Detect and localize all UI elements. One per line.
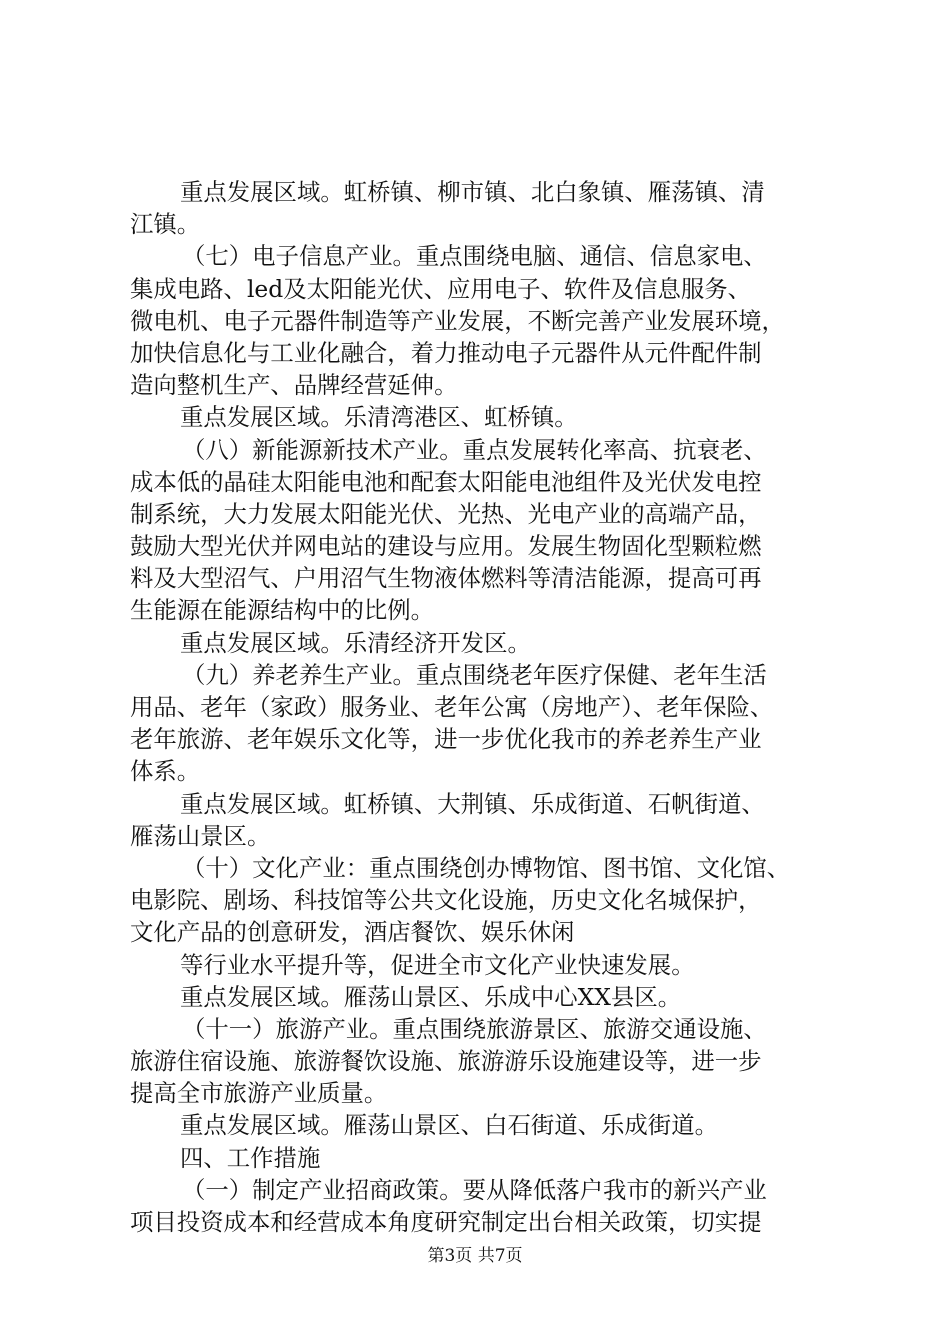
text-line: 重点发展区域。乐清湾港区、虹桥镇。 xyxy=(180,403,578,432)
text-line: 等行业水平提升等，促进全市文化产业快速发展。 xyxy=(180,950,695,979)
text-line: 重点发展区域。乐清经济开发区。 xyxy=(180,628,531,657)
text-line: 江镇。 xyxy=(130,210,201,239)
text-line: 重点发展区域。雁荡山景区、乐成中心XX县区。 xyxy=(180,982,682,1011)
text-line: 微电机、电子元器件制造等产业发展，不断完善产业发展环境， xyxy=(130,306,785,335)
text-line: 料及大型沼气、户用沼气生物液体燃料等清洁能源，提高可再 xyxy=(130,564,762,593)
text-line: 鼓励大型光伏并网电站的建设与应用。发展生物固化型颗粒燃 xyxy=(130,532,762,561)
text-line: 文化产品的创意研发，酒店餐饮、娱乐休闲 xyxy=(130,918,575,947)
text-line: （八）新能源新技术产业。重点发展转化率高、抗衰老、 xyxy=(182,435,767,464)
text-line: 加快信息化与工业化融合，着力推动电子元器件从元件配件制 xyxy=(130,338,762,367)
text-line: 用品、老年（家政）服务业、老年公寓（房地产）、老年保险、 xyxy=(130,693,774,721)
document-body xyxy=(130,176,830,1238)
text-line: （十一）旅游产业。重点围绕旅游景区、旅游交通设施、 xyxy=(182,1014,767,1043)
text-line: 重点发展区域。雁荡山景区、白石街道、乐成街道。 xyxy=(180,1111,718,1140)
text-line: 提高全市旅游产业质量。 xyxy=(130,1079,388,1108)
text-line: 重点发展区域。虹桥镇、柳市镇、北白象镇、雁荡镇、清 xyxy=(180,178,765,206)
text-line: 成本低的晶硅太阳能电池和配套太阳能电池组件及光伏发电控 xyxy=(130,467,762,496)
text-line: 制系统，大力发展太阳能光伏、光热、光电产业的高端产品， xyxy=(130,499,762,528)
text-line: 项目投资成本和经营成本角度研究制定出台相关政策，切实提 xyxy=(130,1208,762,1236)
text-line: 体系。 xyxy=(130,757,201,786)
text-line: 旅游住宿设施、旅游餐饮设施、旅游游乐设施建设等，进一步 xyxy=(130,1047,762,1076)
text-line: 造向整机生产、品牌经营延伸。 xyxy=(130,371,458,400)
text-line: 雁荡山景区。 xyxy=(130,821,271,850)
text-line: 四、工作措施 xyxy=(180,1143,321,1172)
text-line: 集成电路、led及太阳能光伏、应用电子、软件及信息服务、 xyxy=(130,274,752,303)
text-line: 电影院、剧场、科技馆等公共文化设施，历史文化名城保护， xyxy=(130,886,762,915)
text-line: 重点发展区域。虹桥镇、大荆镇、乐成街道、石帆街道、 xyxy=(180,789,765,818)
text-line: （十）文化产业：重点围绕创办博物馆、图书馆、文化馆、 xyxy=(182,853,791,882)
text-line: 生能源在能源结构中的比例。 xyxy=(130,596,435,625)
text-line: （九）养老养生产业。重点围绕老年医疗保健、老年生活 xyxy=(182,660,767,689)
text-line: （一）制定产业招商政策。要从降低落户我市的新兴产业 xyxy=(182,1175,767,1204)
text-line: （七）电子信息产业。重点围绕电脑、通信、信息家电、 xyxy=(182,242,767,271)
text-line: 老年旅游、老年娱乐文化等，进一步优化我市的养老养生产业 xyxy=(130,725,762,754)
page-footer: 第3页 共7页 xyxy=(427,1246,523,1266)
